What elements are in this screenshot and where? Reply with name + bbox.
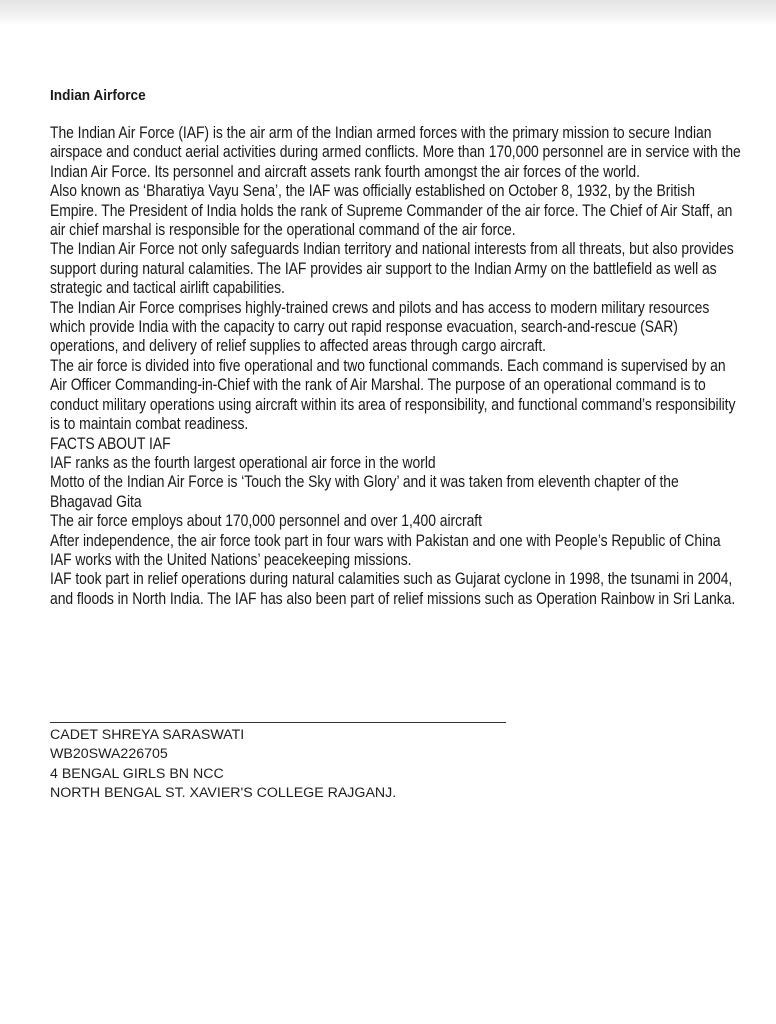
paragraph: The Indian Air Force comprises highly-trained crews and pilots and has access to modern military resources which provide India with the capacity to carry out rapid response evacuation, search-and-rescue (SAR) operations, and delivery of relief supplies to affected areas through cargo aircraft. xyxy=(50,298,710,356)
fact-item: After independence, the air force took part in four wars with Pakistan and one with People’s Republic of China xyxy=(50,531,721,550)
document-title: Indian Airforce xyxy=(50,88,146,104)
document-page xyxy=(50,86,740,609)
facts-heading: FACTS ABOUT IAF xyxy=(50,434,171,453)
regimental-number: WB20SWA226705 xyxy=(50,746,168,763)
paragraph: The air force is divided into five operational and two functional commands. Each command is supervised by an Air Officer Commanding-in-Chief with the rank of Air Marshal. The purpose of an operational command is to conduct military operations using aircraft within its area of responsibility, and functional command’s responsibility is to maintain combat readiness. xyxy=(50,356,736,434)
signature-line xyxy=(50,722,506,723)
fact-item: IAF works with the United Nations’ peacekeeping missions. xyxy=(50,550,412,569)
fact-item: Motto of the Indian Air Force is ‘Touch the Sky with Glory’ and it was taken from eleventh chapter of the Bhagavad Gita xyxy=(50,473,679,511)
fact-item: IAF ranks as the fourth largest operational air force in the world xyxy=(50,453,436,472)
paragraph: Also known as ‘Bharatiya Vayu Sena’, the IAF was officially established on October 8, 1932, by the British Empire. The President of India holds the rank of Supreme Commander of the air force. The Chief of Air Staff, an air chief marshal is responsible for the operational command of the air force. xyxy=(50,182,733,240)
fact-item: IAF took part in relief operations during natural calamities such as Gujarat cyclone in 1998, the tsunami in 2004, and floods in North India. The IAF has also been part of relief missions such as Operation Rainbow in Sri Lanka. xyxy=(50,570,736,608)
signature-block xyxy=(50,726,396,804)
document-body xyxy=(50,124,743,609)
college-name: NORTH BENGAL ST. XAVIER'S COLLEGE RAJGANJ. xyxy=(50,785,397,802)
paragraph: The Indian Air Force not only safeguards Indian territory and national interests from all threats, but also provides support during natural calamities. The IAF provides air support to the Indian Army on the battlefield as well as strategic and tactical airlift capabilities. xyxy=(50,240,734,298)
top-shadow xyxy=(0,0,776,26)
paragraph: The Indian Air Force (IAF) is the air arm of the Indian armed forces with the primary mission to secure Indian airspace and conduct aerial activities during armed conflicts. More than 170,000 personnel are in service with the Indian Air Force. Its personnel and aircraft assets rank fourth amongst the air forces of the world. xyxy=(50,124,741,181)
fact-item: The air force employs about 170,000 personnel and over 1,400 aircraft xyxy=(50,512,482,531)
cadet-name: CADET SHREYA SARASWATI xyxy=(50,727,245,743)
unit-name: 4 BENGAL GIRLS BN NCC xyxy=(50,765,224,782)
